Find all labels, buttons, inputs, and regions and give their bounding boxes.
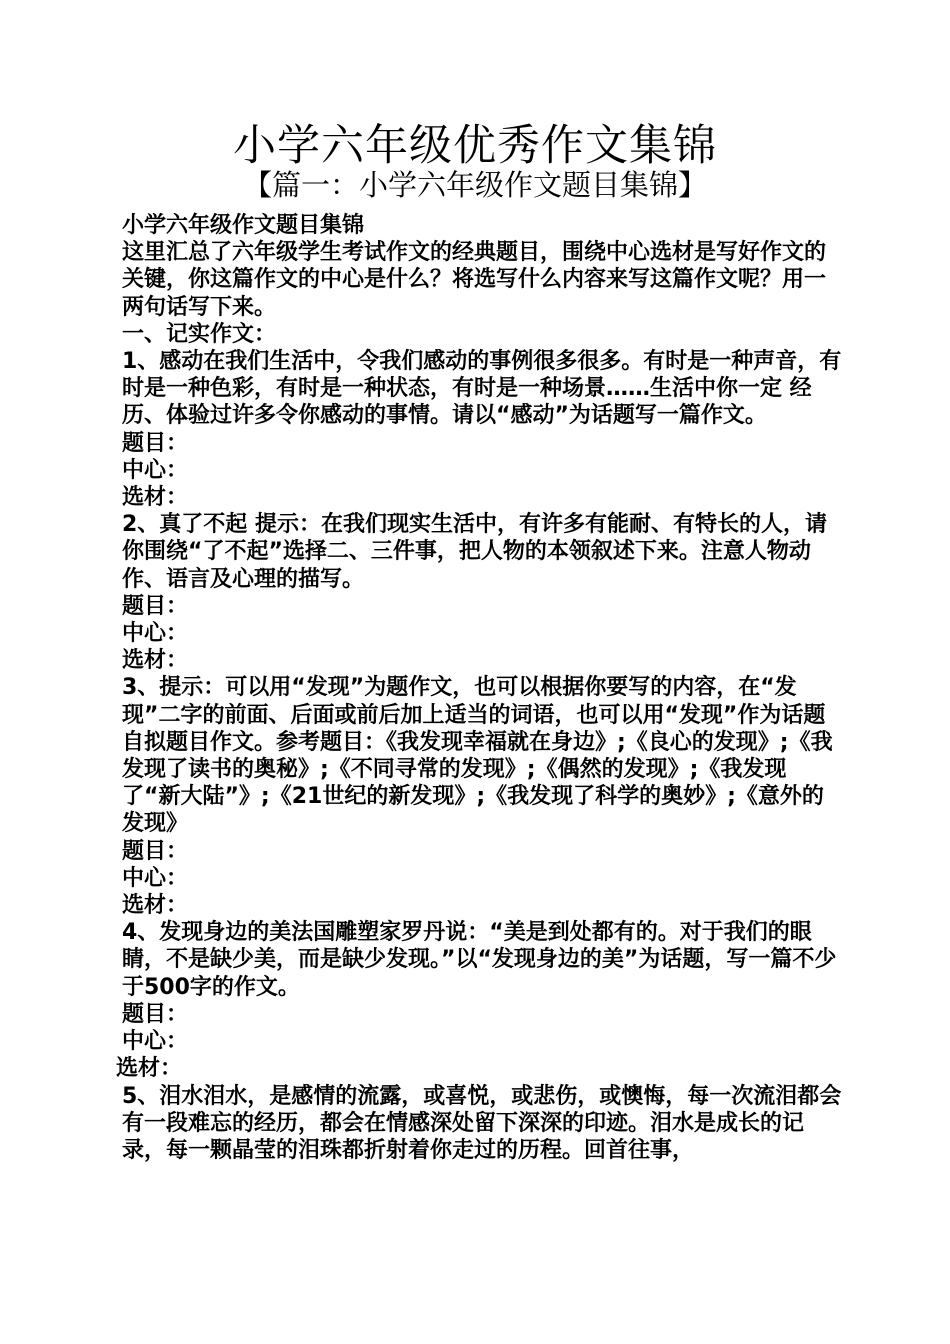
item-5: 5、泪水泪水，是感情的流露，或喜悦，或悲伤，或懊悔，每一次流泪都会有一段难忘的经历，都会在情感深处留下深深的印迹。泪水是成长的记录，每一颗晶莹的泪珠都折射着你走过的历程。回首往事， bbox=[122, 1083, 842, 1163]
document-subtitle: 【篇一：小学六年级作文题目集锦】 bbox=[242, 168, 707, 202]
item-4: 4、发现身边的美法国雕塑家罗丹说：“美是到处都有的。对于我们的眼睛，不是缺少美，而是缺少发现。”以“发现身边的美”为话题，写一篇不少于500字的作文。 bbox=[122, 920, 837, 1000]
center-label: 中心： bbox=[122, 1029, 189, 1055]
topic-label: 题目： bbox=[122, 838, 189, 864]
document-title: 小学六年级优秀作文集锦 bbox=[233, 121, 717, 171]
center-label: 中心： bbox=[122, 457, 189, 483]
section-heading: 小学六年级作文题目集锦 bbox=[122, 213, 365, 238]
material-label: 选材： bbox=[122, 893, 189, 919]
material-label: 选材： bbox=[122, 485, 189, 511]
intro-paragraph: 这里汇总了六年级学生考试作文的经典题目，围绕中心选材是写好作文的关键，你这篇作文的中心是什么？将选写什么内容来写这篇作文呢？用一两句话写下来。 bbox=[122, 240, 827, 320]
section-title: 一、记实作文： bbox=[122, 321, 277, 347]
document-body bbox=[116, 212, 842, 1164]
topic-label: 题目： bbox=[122, 593, 189, 619]
item-2: 2、真了不起 提示：在我们现实生活中，有许多有能耐、有特长的人，请你围绕“了不起”选择二、三件事，把人物的本领叙述下来。注意人物动作、语言及心理的描写。 bbox=[122, 512, 827, 592]
material-label: 选材： bbox=[116, 1056, 183, 1082]
topic-label: 题目： bbox=[122, 1001, 189, 1027]
item-1: 1、感动在我们生活中，令我们感动的事例很多很多。有时是一种声音，有时是一种色彩，有时是一种状态，有时是一种场景……生活中你一定 经历、体验过许多令你感动的事情。请以“感动”为话题写一篇作文。 bbox=[122, 349, 842, 429]
item-3: 3、提示：可以用“发现”为题作文，也可以根据你要写的内容，在“发现”二字的前面、后面或前后加上适当的词语，也可以用“发现”作为话题自拟题目作文。参考题目：《我发现幸福就在身边》;《良心的发现》;《我发现了读书的奥秘》;《不同寻常的发现》;《偶然的发现》;《我发现了“新大陆”》;《21世纪的新发现》;《我发现了科学的奥妙》;《意外的发现》 bbox=[122, 675, 833, 837]
center-label: 中心： bbox=[122, 865, 189, 891]
material-label: 选材： bbox=[122, 648, 189, 674]
center-label: 中心： bbox=[122, 621, 189, 647]
topic-label: 题目： bbox=[122, 430, 189, 456]
